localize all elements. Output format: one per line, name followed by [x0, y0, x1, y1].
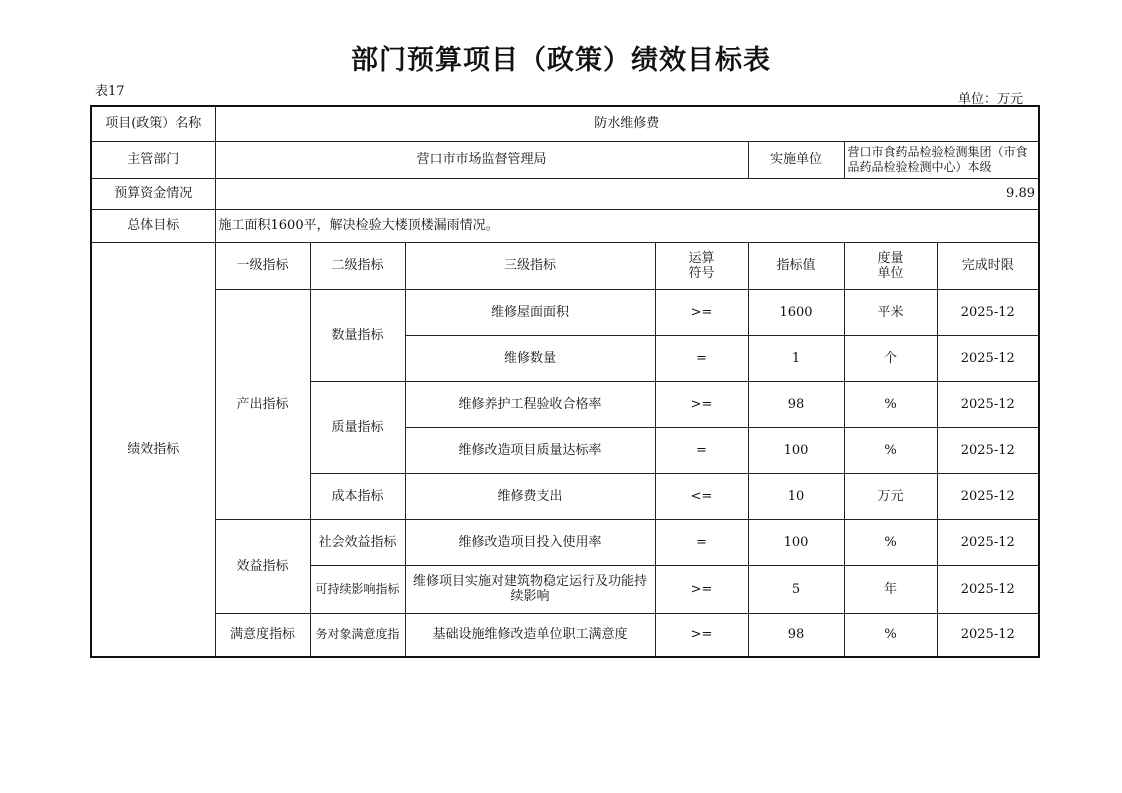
- overall-goal-value: 施工面积1600平，解决检验大楼顶楼漏雨情况。: [215, 209, 1039, 242]
- group-output: 产出指标: [215, 289, 310, 519]
- table-row: [91, 613, 1039, 657]
- indicator-header-row: [91, 242, 1039, 289]
- header-level1: 一级指标: [215, 242, 310, 289]
- budget-value: 9.89: [215, 178, 1039, 209]
- department-row: [91, 141, 1039, 178]
- header-operator: 运算 符号: [655, 242, 748, 289]
- indicator-value: 10: [748, 473, 844, 519]
- indicator-name: 维修项目实施对建筑物稳定运行及功能持续影响: [405, 565, 655, 613]
- budget-label: 预算资金情况: [91, 178, 215, 209]
- header-unit: 度量 单位: [844, 242, 937, 289]
- indicator-name: 维修改造项目投入使用率: [405, 519, 655, 565]
- indicator-operator: >=: [655, 613, 748, 657]
- implementing-unit-value: 营口市食药品检验检测集团（市食品药品检验检测中心）本级: [844, 141, 1039, 178]
- unit-label: 单位：万元: [958, 92, 1024, 107]
- indicator-deadline: 2025-12: [937, 335, 1039, 381]
- indicator-unit: %: [844, 613, 937, 657]
- project-name-row: [91, 106, 1039, 141]
- project-name-value: 防水维修费: [215, 106, 1039, 141]
- indicator-operator: >=: [655, 381, 748, 427]
- subgroup-sustain: 可持续影响指标: [310, 565, 405, 613]
- indicator-deadline: 2025-12: [937, 613, 1039, 657]
- indicator-name: 维修改造项目质量达标率: [405, 427, 655, 473]
- indicator-name: 维修费支出: [405, 473, 655, 519]
- department-label: 主管部门: [91, 141, 215, 178]
- project-name-label: 项目(政策）名称: [91, 106, 215, 141]
- indicator-deadline: 2025-12: [937, 289, 1039, 335]
- indicator-value: 1: [748, 335, 844, 381]
- indicator-unit: %: [844, 381, 937, 427]
- indicator-operator: >=: [655, 289, 748, 335]
- header-level2: 二级指标: [310, 242, 405, 289]
- group-benefit: 效益指标: [215, 519, 310, 613]
- indicator-deadline: 2025-12: [937, 519, 1039, 565]
- indicator-operator: =: [655, 427, 748, 473]
- header-level3: 三级指标: [405, 242, 655, 289]
- department-value: 营口市市场监督管理局: [215, 141, 748, 178]
- indicator-name: 维修屋面面积: [405, 289, 655, 335]
- table-row: [91, 289, 1039, 335]
- group-satisfaction: 满意度指标: [215, 613, 310, 657]
- page-title: 部门预算项目（政策）绩效目标表: [351, 45, 771, 76]
- indicator-unit: 万元: [844, 473, 937, 519]
- indicator-value: 5: [748, 565, 844, 613]
- subgroup-social: 社会效益指标: [310, 519, 405, 565]
- indicator-unit: %: [844, 519, 937, 565]
- indicator-deadline: 2025-12: [937, 473, 1039, 519]
- performance-target-table: [90, 105, 1040, 658]
- budget-row: [91, 178, 1039, 209]
- overall-goal-label: 总体目标: [91, 209, 215, 242]
- indicator-name: 基础设施维修改造单位职工满意度: [405, 613, 655, 657]
- implementing-unit-label: 实施单位: [748, 141, 844, 178]
- indicator-operator: <=: [655, 473, 748, 519]
- indicator-value: 98: [748, 613, 844, 657]
- indicator-unit: %: [844, 427, 937, 473]
- indicator-value: 1600: [748, 289, 844, 335]
- subgroup-quantity: 数量指标: [310, 289, 405, 381]
- indicator-operator: >=: [655, 565, 748, 613]
- subgroup-quality: 质量指标: [310, 381, 405, 473]
- indicator-name: 维修数量: [405, 335, 655, 381]
- header-deadline: 完成时限: [937, 242, 1039, 289]
- table-number: 表17: [95, 84, 125, 99]
- indicator-deadline: 2025-12: [937, 381, 1039, 427]
- indicator-deadline: 2025-12: [937, 427, 1039, 473]
- subgroup-cost: 成本指标: [310, 473, 405, 519]
- indicator-name: 维修养护工程验收合格率: [405, 381, 655, 427]
- table-row: [91, 519, 1039, 565]
- indicator-value: 98: [748, 381, 844, 427]
- overall-goal-row: [91, 209, 1039, 242]
- indicators-section-label: 绩效指标: [91, 242, 215, 657]
- indicator-unit: 年: [844, 565, 937, 613]
- indicator-operator: =: [655, 519, 748, 565]
- indicator-unit: 平米: [844, 289, 937, 335]
- indicator-value: 100: [748, 427, 844, 473]
- indicator-value: 100: [748, 519, 844, 565]
- indicator-deadline: 2025-12: [937, 565, 1039, 613]
- indicator-unit: 个: [844, 335, 937, 381]
- header-value: 指标值: [748, 242, 844, 289]
- indicator-operator: =: [655, 335, 748, 381]
- subgroup-service: 务对象满意度指: [310, 613, 405, 657]
